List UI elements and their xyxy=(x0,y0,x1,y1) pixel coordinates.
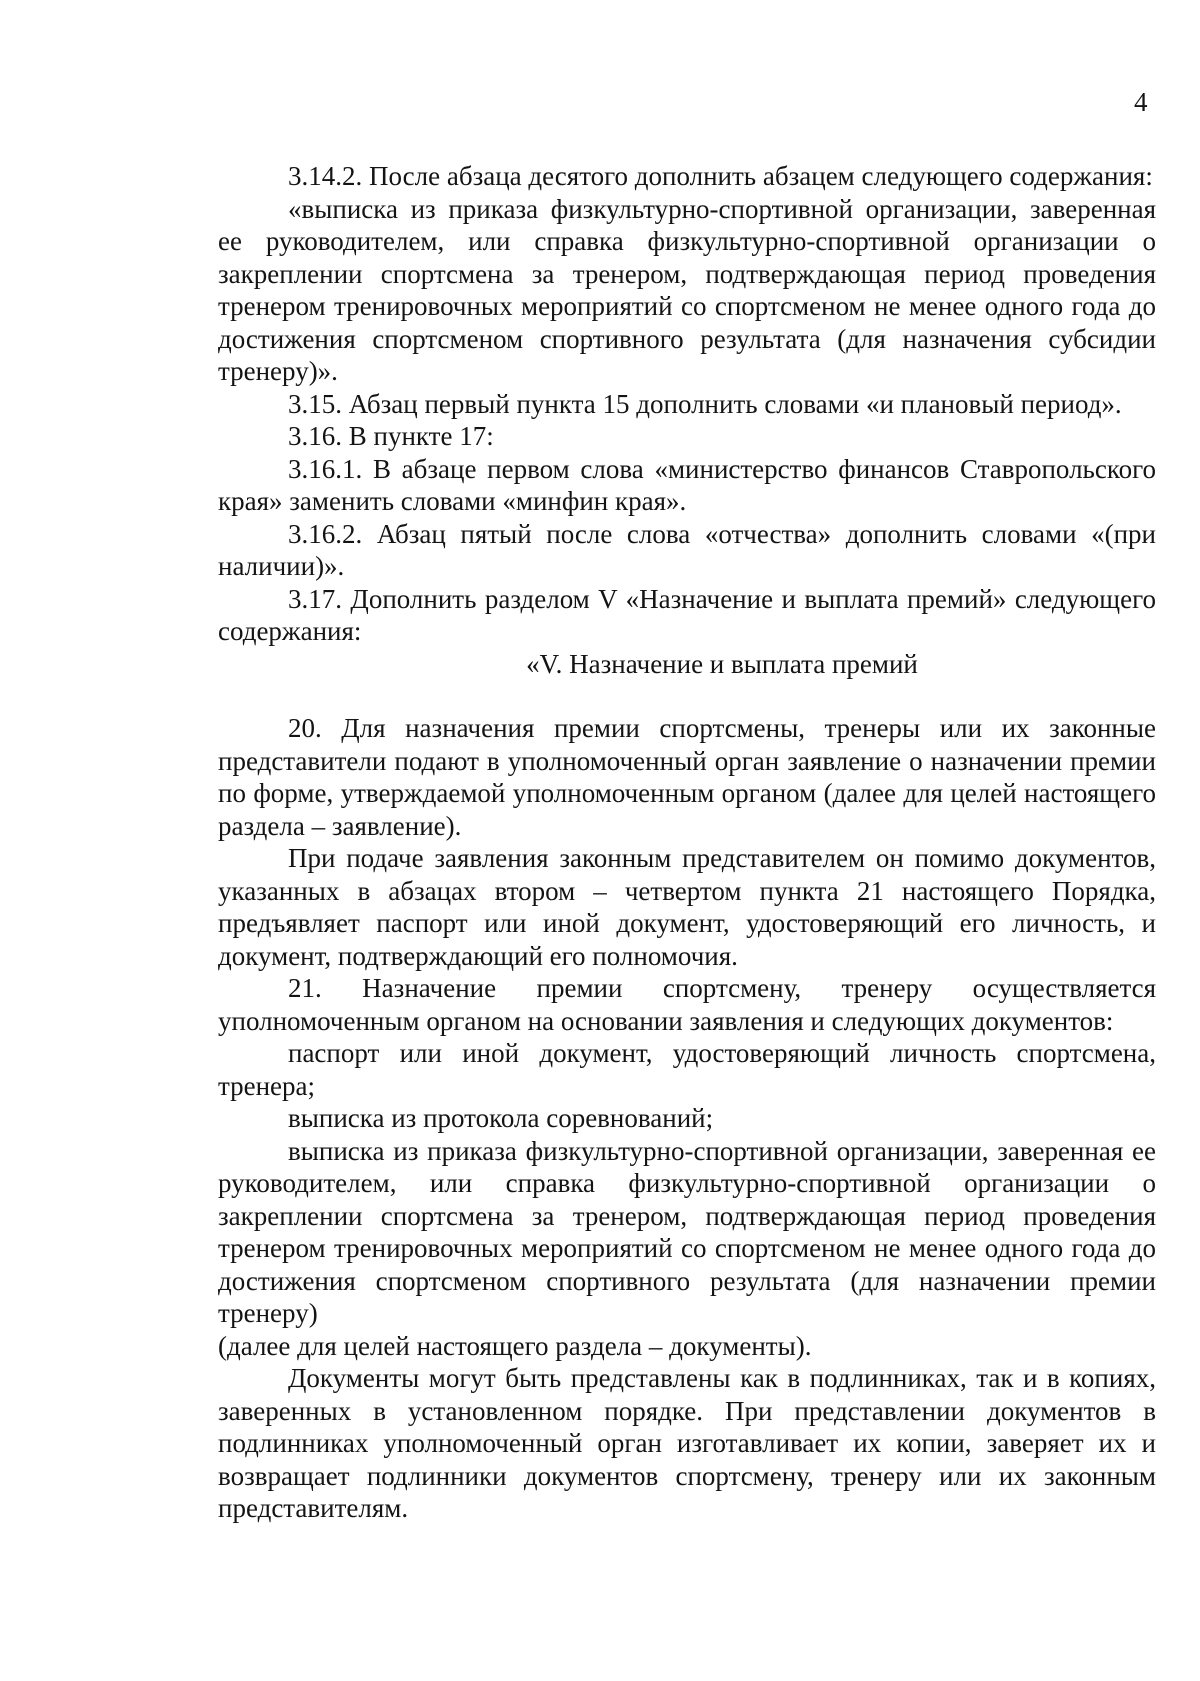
list-item-order-extract: выписка из приказа физкультурно-спортивной организации, заверенная ее руководителем, или справка физкультурно-спортивной организации о закреплении спортсмена за тренером, подтверждающая период проведения тренером тренировочных мероприятий со спортсменом не менее одного года до достижения спортсменом спортивного результата (для назначении премии тренеру) xyxy=(218,1135,1156,1328)
paragraph-3-15: 3.15. Абзац первый пункта 15 дополнить словами «и плановый период». xyxy=(288,388,1122,419)
paragraph-originals-copies: Документы могут быть представлены как в подлинниках, так и в копиях, заверенных в установленном порядке. При представлении документов в подлинниках уполномоченный орган изготавливает их копии, заверяет их и возвращает подлинники документов спортсмену, тренеру или их законным представителям. xyxy=(218,1363,1156,1523)
section-heading: «V. Назначение и выплата премий xyxy=(526,648,918,679)
paragraph-20: 20. Для назначения премии спортсмены, тренеры или их законные представители подают в уполномоченный орган заявление о назначении премии по форме, утверждаемой уполномоченным органом (далее для целей настоящего раздела – заявление). xyxy=(218,713,1156,841)
page-number: 4 xyxy=(1134,87,1148,117)
paragraph-3-16: 3.16. В пункте 17: xyxy=(288,421,494,451)
paragraph-documents-definition: (далее для целей настоящего раздела – документы). xyxy=(218,1330,812,1361)
paragraph-3-14-2: 3.14.2. После абзаца десятого дополнить абзацем следующего содержания: xyxy=(288,161,1153,191)
list-item-protocol-extract: выписка из протокола соревнований; xyxy=(288,1103,714,1133)
paragraph-quoted-extract: «выписка из приказа физкультурно-спортивной организации, заверенная ее руководителем, или справка физкультурно-спортивной организации о закреплении спортсмена за тренером, подтверждающая период проведения тренером тренировочных мероприятий со спортсменом не менее одного года до достижения спортсменом спортивного результата (для назначения субсидии тренеру)». xyxy=(218,193,1156,386)
paragraph-3-16-1: 3.16.1. В абзаце первом слова «министерство финансов Ставропольского края» заменить словами «минфин края». xyxy=(218,453,1156,516)
paragraph-21: 21. Назначение премии спортсмену, тренеру осуществляется уполномоченным органом на основании заявления и следующих документов: xyxy=(218,973,1156,1036)
paragraph-legal-representative: При подаче заявления законным представителем он помимо документов, указанных в абзацах втором – четвертом пункта 21 настоящего Порядка, предъявляет паспорт или иной документ, удостоверяющий его личность, и документ, подтверждающий его полномочия. xyxy=(218,843,1156,971)
paragraph-3-17: 3.17. Дополнить разделом V «Назначение и выплата премий» следующего содержания: xyxy=(218,583,1156,646)
document-body xyxy=(218,160,1156,1525)
list-item-passport: паспорт или иной документ, удостоверяющий личность спортсмена, тренера; xyxy=(218,1038,1156,1101)
paragraph-3-16-2: 3.16.2. Абзац пятый после слова «отчества» дополнить словами «(при наличии)». xyxy=(218,518,1156,581)
